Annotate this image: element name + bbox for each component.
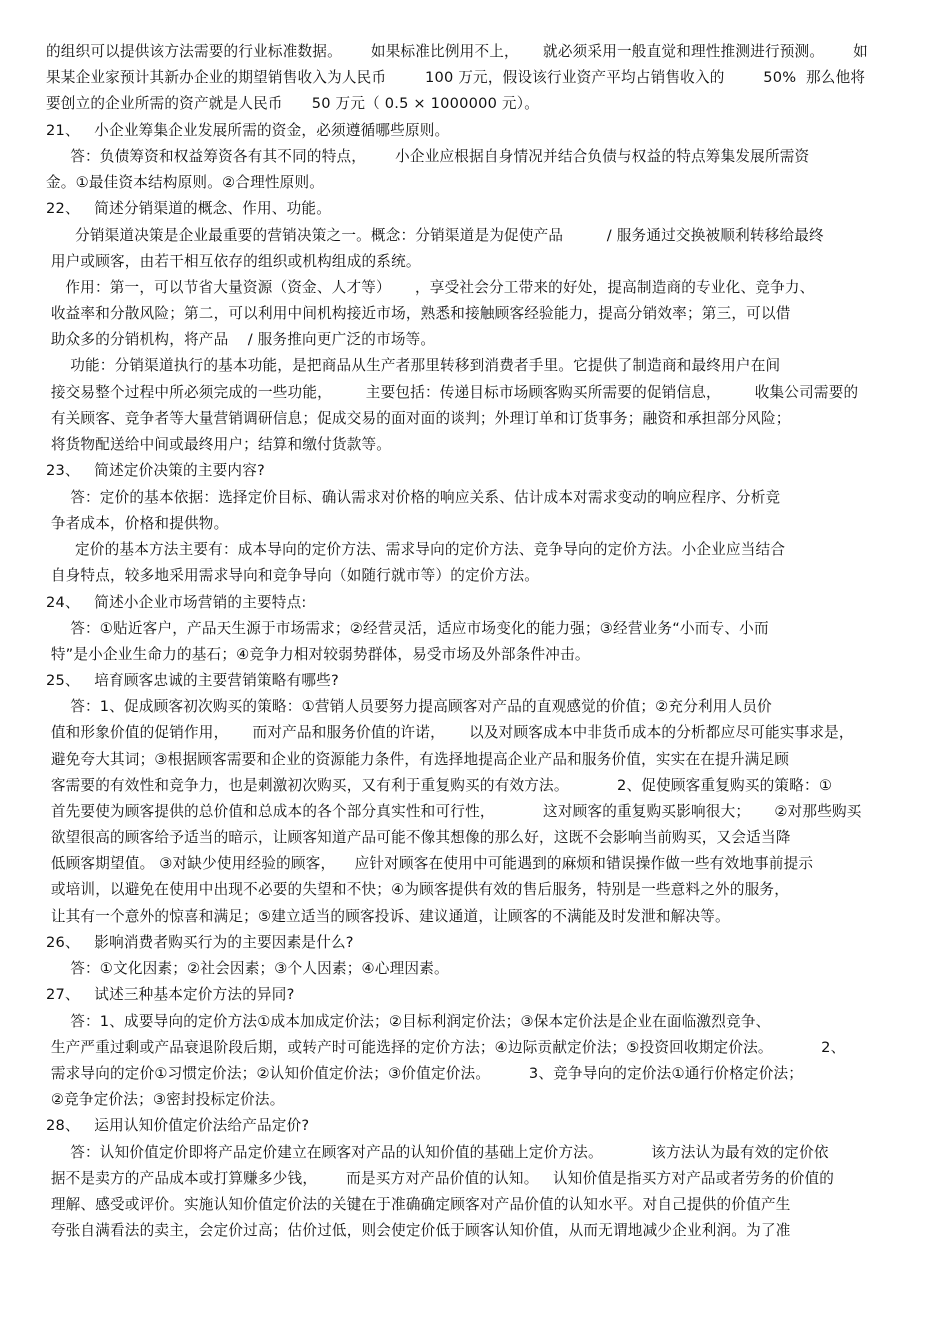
text-line: 接交易整个过程中所必须完成的一些功能， 主要包括：传递目标市场顾客购买所需要的促销信息， 收集公司需要的: [46, 384, 859, 401]
text-line: 24、 简述小企业市场营销的主要特点:: [46, 594, 307, 611]
text-line: 让其有一个意外的惊喜和满足；⑤建立适当的顾客投诉、建议通道，让顾客的不满能及时发泄和解决等。: [46, 908, 730, 925]
text-line: 客需要的有效性和竞争力，也是刺激初次购买，又有利于重复购买的有效方法。 2、促使顾客重复购买的策略：①: [46, 777, 833, 794]
text-line: 或培训，以避免在使用中出现不必要的失望和不快；④为顾客提供有效的售后服务，特别是一些意料之外的服务，: [46, 881, 790, 898]
text-line: 将货物配送给中间或最终用户；结算和缴付货款等。: [46, 436, 392, 453]
text-line: 金。①最佳资本结构原则。②合理性原则。: [46, 174, 325, 191]
text-line: 果某企业家预计其新办企业的期望销售收入为人民币 100 万元，假设该行业资产平均占销售收入的 50% 那么他将: [46, 69, 866, 86]
text-line: 自身特点，较多地采用需求导向和竞争导向（如随行就市等）的定价方法。: [46, 567, 540, 584]
text-line: 有关顾客、竞争者等大量营销调研信息；促成交易的面对面的谈判；外理订单和订货事务；融资和承担部分风险；: [46, 410, 791, 427]
text-line: 要创立的企业所需的资产就是人民币 50 万元（ 0.5 × 1000000 元）。: [46, 95, 539, 112]
text-line: 22、 简述分销渠道的概念、作用、功能。: [46, 200, 331, 217]
text-line: 答：定价的基本依据：选择定价目标、确认需求对价格的响应关系、估计成本对需求变动的响应程序、分析竞: [46, 489, 781, 506]
text-line: 23、 简述定价决策的主要内容?: [46, 462, 265, 479]
text-line: 答：①文化因素；②社会因素；③个人因素；④心理因素。: [46, 960, 449, 977]
text-line: 争者成本，价格和提供物。: [46, 515, 229, 532]
text-line: 助众多的分销机构，将产品 / 服务推向更广泛的市场等。: [46, 331, 436, 348]
text-line: 首先要使为顾客提供的总价值和总成本的各个部分真实性和可行性， 这对顾客的重复购买影响很大； ②对那些购买: [46, 803, 862, 820]
text-line: 25、 培育顾客忠诚的主要营销策略有哪些?: [46, 672, 339, 689]
text-line: 答：认知价值定价即将产品定价建立在顾客对产品的认知价值的基础上定价方法。 该方法认为最有效的定价依: [46, 1144, 829, 1161]
text-line: 需求导向的定价①习惯定价法；②认知价值定价法；③价值定价法。 3、竞争导向的定价法①通行价格定价法；: [46, 1065, 804, 1082]
text-line: 低顾客期望值。 ③对缺少使用经验的顾客， 应针对顾客在使用中可能遇到的麻烦和错误操作做一些有效地事前提示: [46, 855, 814, 872]
text-line: 特”是小企业生命力的基石；④竞争力相对较弱势群体，易受市场及外部条件冲击。: [46, 646, 590, 663]
text-line: 功能：分销渠道执行的基本功能，是把商品从生产者那里转移到消费者手里。它提供了制造商和最终用户在间: [46, 357, 781, 374]
text-line: 夸张自满看法的卖主，会定价过高；估价过低，则会使定价低于顾客认知价值，从而无谓地减少企业利润。为了准: [46, 1222, 791, 1239]
text-line: 值和形象价值的促销作用， 而对产品和服务价值的许诺， 以及对顾客成本中非货币成本的分析都应尽可能实事求是，: [46, 724, 854, 741]
text-line: 理解、感受或评价。实施认知价值定价法的关键在于准确确定顾客对产品价值的认知水平。对自己提供的价值产生: [46, 1196, 791, 1213]
text-line: 分销渠道决策是企业最重要的营销决策之一。概念：分销渠道是为促使产品 / 服务通过交换被顺利转移给最终: [46, 227, 824, 244]
text-line: 答：1、促成顾客初次购买的策略：①营销人员要努力提高顾客对产品的直观感觉的价值；②充分利用人员价: [46, 698, 772, 715]
text-line: 避免夸大其词；③根据顾客需要和企业的资源能力条件，有选择地提高企业产品和服务价值，实实在在提升满足顾: [46, 751, 790, 768]
text-line: 定价的基本方法主要有：成本导向的定价方法、需求导向的定价方法、竞争导向的定价方法。小企业应当结合: [46, 541, 786, 558]
text-line: 收益率和分散风险；第二，可以利用中间机构接近市场，熟悉和接触顾客经验能力，提高分销效率；第三，可以借: [46, 305, 791, 322]
text-line: 答：负债筹资和权益筹资各有其不同的特点， 小企业应根据自身情况并结合负债与权益的特点筹集发展所需资: [46, 148, 810, 165]
text-line: 答：1、成要导向的定价方法①成本加成定价法；②目标利润定价法；③保本定价法是企业在面临激烈竞争、: [46, 1013, 771, 1030]
text-line: 用户或顾客，由若干相互依存的组织或机构组成的系统。: [46, 253, 421, 270]
text-line: 欲望很高的顾客给予适当的暗示，让顾客知道产品可能不像其想像的那么好，这既不会影响当前购买，又会适当降: [46, 829, 791, 846]
text-line: ②竞争定价法；③密封投标定价法。: [46, 1091, 285, 1108]
text-line: 生产严重过剩或产品衰退阶段后期，或转产时可能选择的定价方法；④边际贡献定价法；⑤投资回收期定价法。 2、: [46, 1039, 846, 1056]
text-line: 作用：第一，可以节省大量资源（资金、人才等） ，享受社会分工带来的好处，提高制造商的专业化、竞争力、: [46, 279, 815, 296]
text-line: 的组织可以提供该方法需要的行业标准数据。 如果标准比例用不上， 就必须采用一般直觉和理性推测进行预测。 如: [46, 43, 868, 60]
text-line: 26、 影响消费者购买行为的主要因素是什么?: [46, 934, 354, 951]
text-line: 21、 小企业筹集企业发展所需的资金，必须遵循哪些原则。: [46, 122, 450, 139]
text-line: 27、 试述三种基本定价方法的异同?: [46, 986, 295, 1003]
text-line: 28、 运用认知价值定价法给产品定价?: [46, 1117, 310, 1134]
text-line: 据不是卖方的产品成本或打算赚多少钱， 而是买方对产品价值的认知。 认知价值是指买方对产品或者劳务的价值的: [46, 1170, 835, 1187]
text-line: 答：①贴近客户，产品天生源于市场需求；②经营灵活，适应市场变化的能力强；③经营业务“小而专、小而: [46, 620, 769, 637]
